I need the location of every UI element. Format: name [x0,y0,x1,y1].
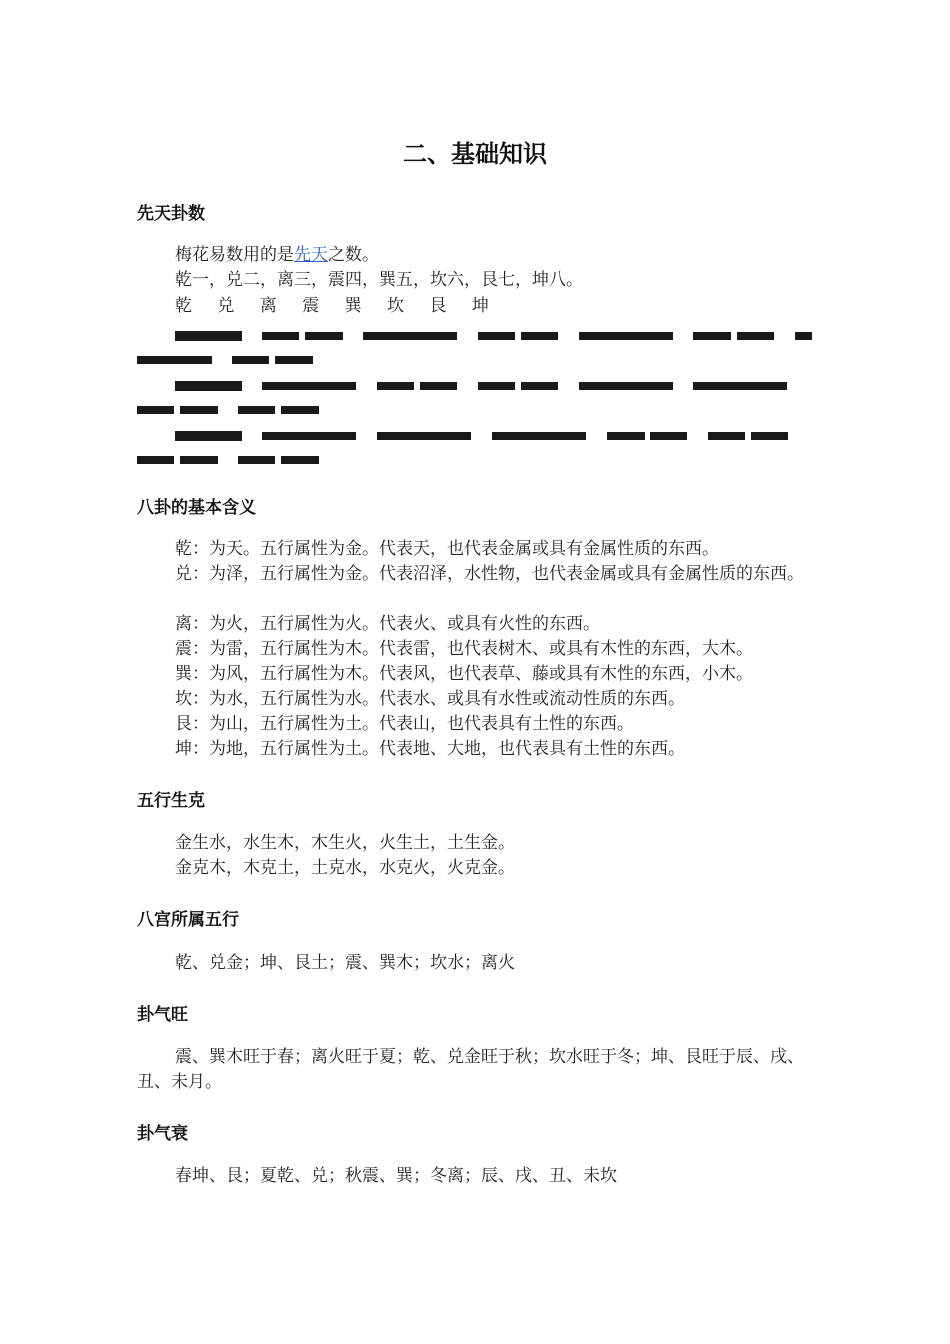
trigram-name: 艮 [429,296,447,316]
trigram-line-segment [693,332,731,340]
trigram-line-segment [478,382,515,390]
trigram-line-segment [478,332,515,340]
trigram-line-segment [521,382,558,390]
section-heading-xiantian: 先天卦数 [137,204,205,224]
trigram-line-segment [579,382,673,390]
meaning-item: 坤：为地，五行属性为土。代表地、大地，也代表具有土性的东西。 [175,739,685,759]
trigram-name: 乾 [175,296,192,316]
trigram-name: 坎 [387,296,405,316]
meaning-item: 震：为雷，五行属性为木。代表雷，也代表树木、或具有木性的东西，大木。 [175,639,753,659]
trigram-line-segment [751,432,788,440]
trigram-line-row [0,406,950,414]
section-heading-shuai: 卦气衰 [137,1124,188,1144]
meaning-item: 坎：为水，五行属性为水。代表水、或具有水性或流动性质的东西。 [175,689,685,709]
trigram-line-segment [708,432,745,440]
intro-text-end: 之数。 [328,245,379,265]
meaning-item: 乾：为天。五行属性为金。代表天，也代表金属或具有金属性质的东西。 [175,539,719,559]
trigram-line-segment [693,382,787,390]
trigram-name: 巽 [344,296,362,316]
intro-text: 梅花易数用的是 [175,245,294,265]
trigram-line-segment [363,332,457,340]
section-heading-bagong: 八宫所属五行 [137,910,239,930]
trigram-line-segment [180,456,218,464]
trigram-line-segment [137,356,212,364]
trigram-line-segment [607,432,645,440]
trigram-line-segment [238,406,275,414]
xiantian-link[interactable]: 先天 [294,245,328,265]
section-heading-wuxing: 五行生克 [137,791,205,811]
trigram-line-segment [420,382,457,390]
wuxing-sheng: 金生水，水生木，木生火，火生土，土生金。 [175,833,515,853]
trigram-name: 坤 [471,296,489,316]
xiantian-numbers: 乾一，兑二，离三，震四，巽五，坎六，艮七，坤八。 [175,270,583,290]
trigram-line-segment [795,332,812,340]
section-heading-wang: 卦气旺 [137,1005,188,1025]
trigram-line-segment [262,432,356,440]
trigram-line-segment [175,331,242,341]
trigram-line-segment [232,356,269,364]
wuxing-ke: 金克木，木克土，土克水，水克火，火克金。 [175,858,515,878]
trigram-line-segment [377,432,471,440]
trigram-line-segment [492,432,586,440]
trigram-line-segment [262,332,299,340]
page-title: 二、基础知识 [403,140,547,168]
trigram-line-row [0,356,950,364]
trigram-line-segment [579,332,673,340]
trigram-line-segment [275,356,313,364]
bagong-text: 乾、兑金；坤、艮土；震、巽木；坎水；离火 [175,953,515,973]
trigram-line-row [0,332,950,340]
meaning-item: 艮：为山，五行属性为土。代表山，也代表具有土性的东西。 [175,714,634,734]
trigram-line-segment [175,431,242,441]
trigram-line-segment [238,456,275,464]
wang-text: 震、巽木旺于春；离火旺于夏；乾、兑金旺于秋；坎水旺于冬；坤、艮旺于辰、戌、丑、未月。 [137,1047,804,1092]
trigram-line-segment [377,382,414,390]
trigram-line-row [0,456,950,464]
meaning-item: 兑：为泽，五行属性为金。代表沼泽，水性物，也代表金属或具有金属性质的东西。 [175,564,804,584]
section-heading-meaning: 八卦的基本含义 [137,498,256,518]
trigram-name: 兑 [217,296,235,316]
meaning-item: 巽：为风，五行属性为木。代表风，也代表草、藤或具有木性的东西，小木。 [175,664,753,684]
xiantian-intro [175,243,379,268]
trigram-line-segment [281,406,319,414]
trigram-line-segment [137,406,174,414]
trigram-line-segment [281,456,319,464]
trigram-line-segment [175,381,242,391]
trigram-name: 震 [302,296,320,316]
trigram-line-segment [737,332,774,340]
trigram-line-segment [262,382,356,390]
trigram-line-segment [137,456,174,464]
trigram-name: 离 [259,296,277,316]
shuai-text: 春坤、艮；夏乾、兑；秋震、巽；冬离；辰、戌、丑、未坎 [175,1166,617,1186]
trigram-names-row [175,294,509,319]
trigram-line-row [0,432,950,440]
trigram-line-segment [180,406,218,414]
meaning-item: 离：为火，五行属性为火。代表火、或具有火性的东西。 [175,614,600,634]
trigram-line-segment [650,432,687,440]
trigram-line-segment [305,332,343,340]
trigram-line-row [0,382,950,390]
trigram-line-segment [521,332,558,340]
